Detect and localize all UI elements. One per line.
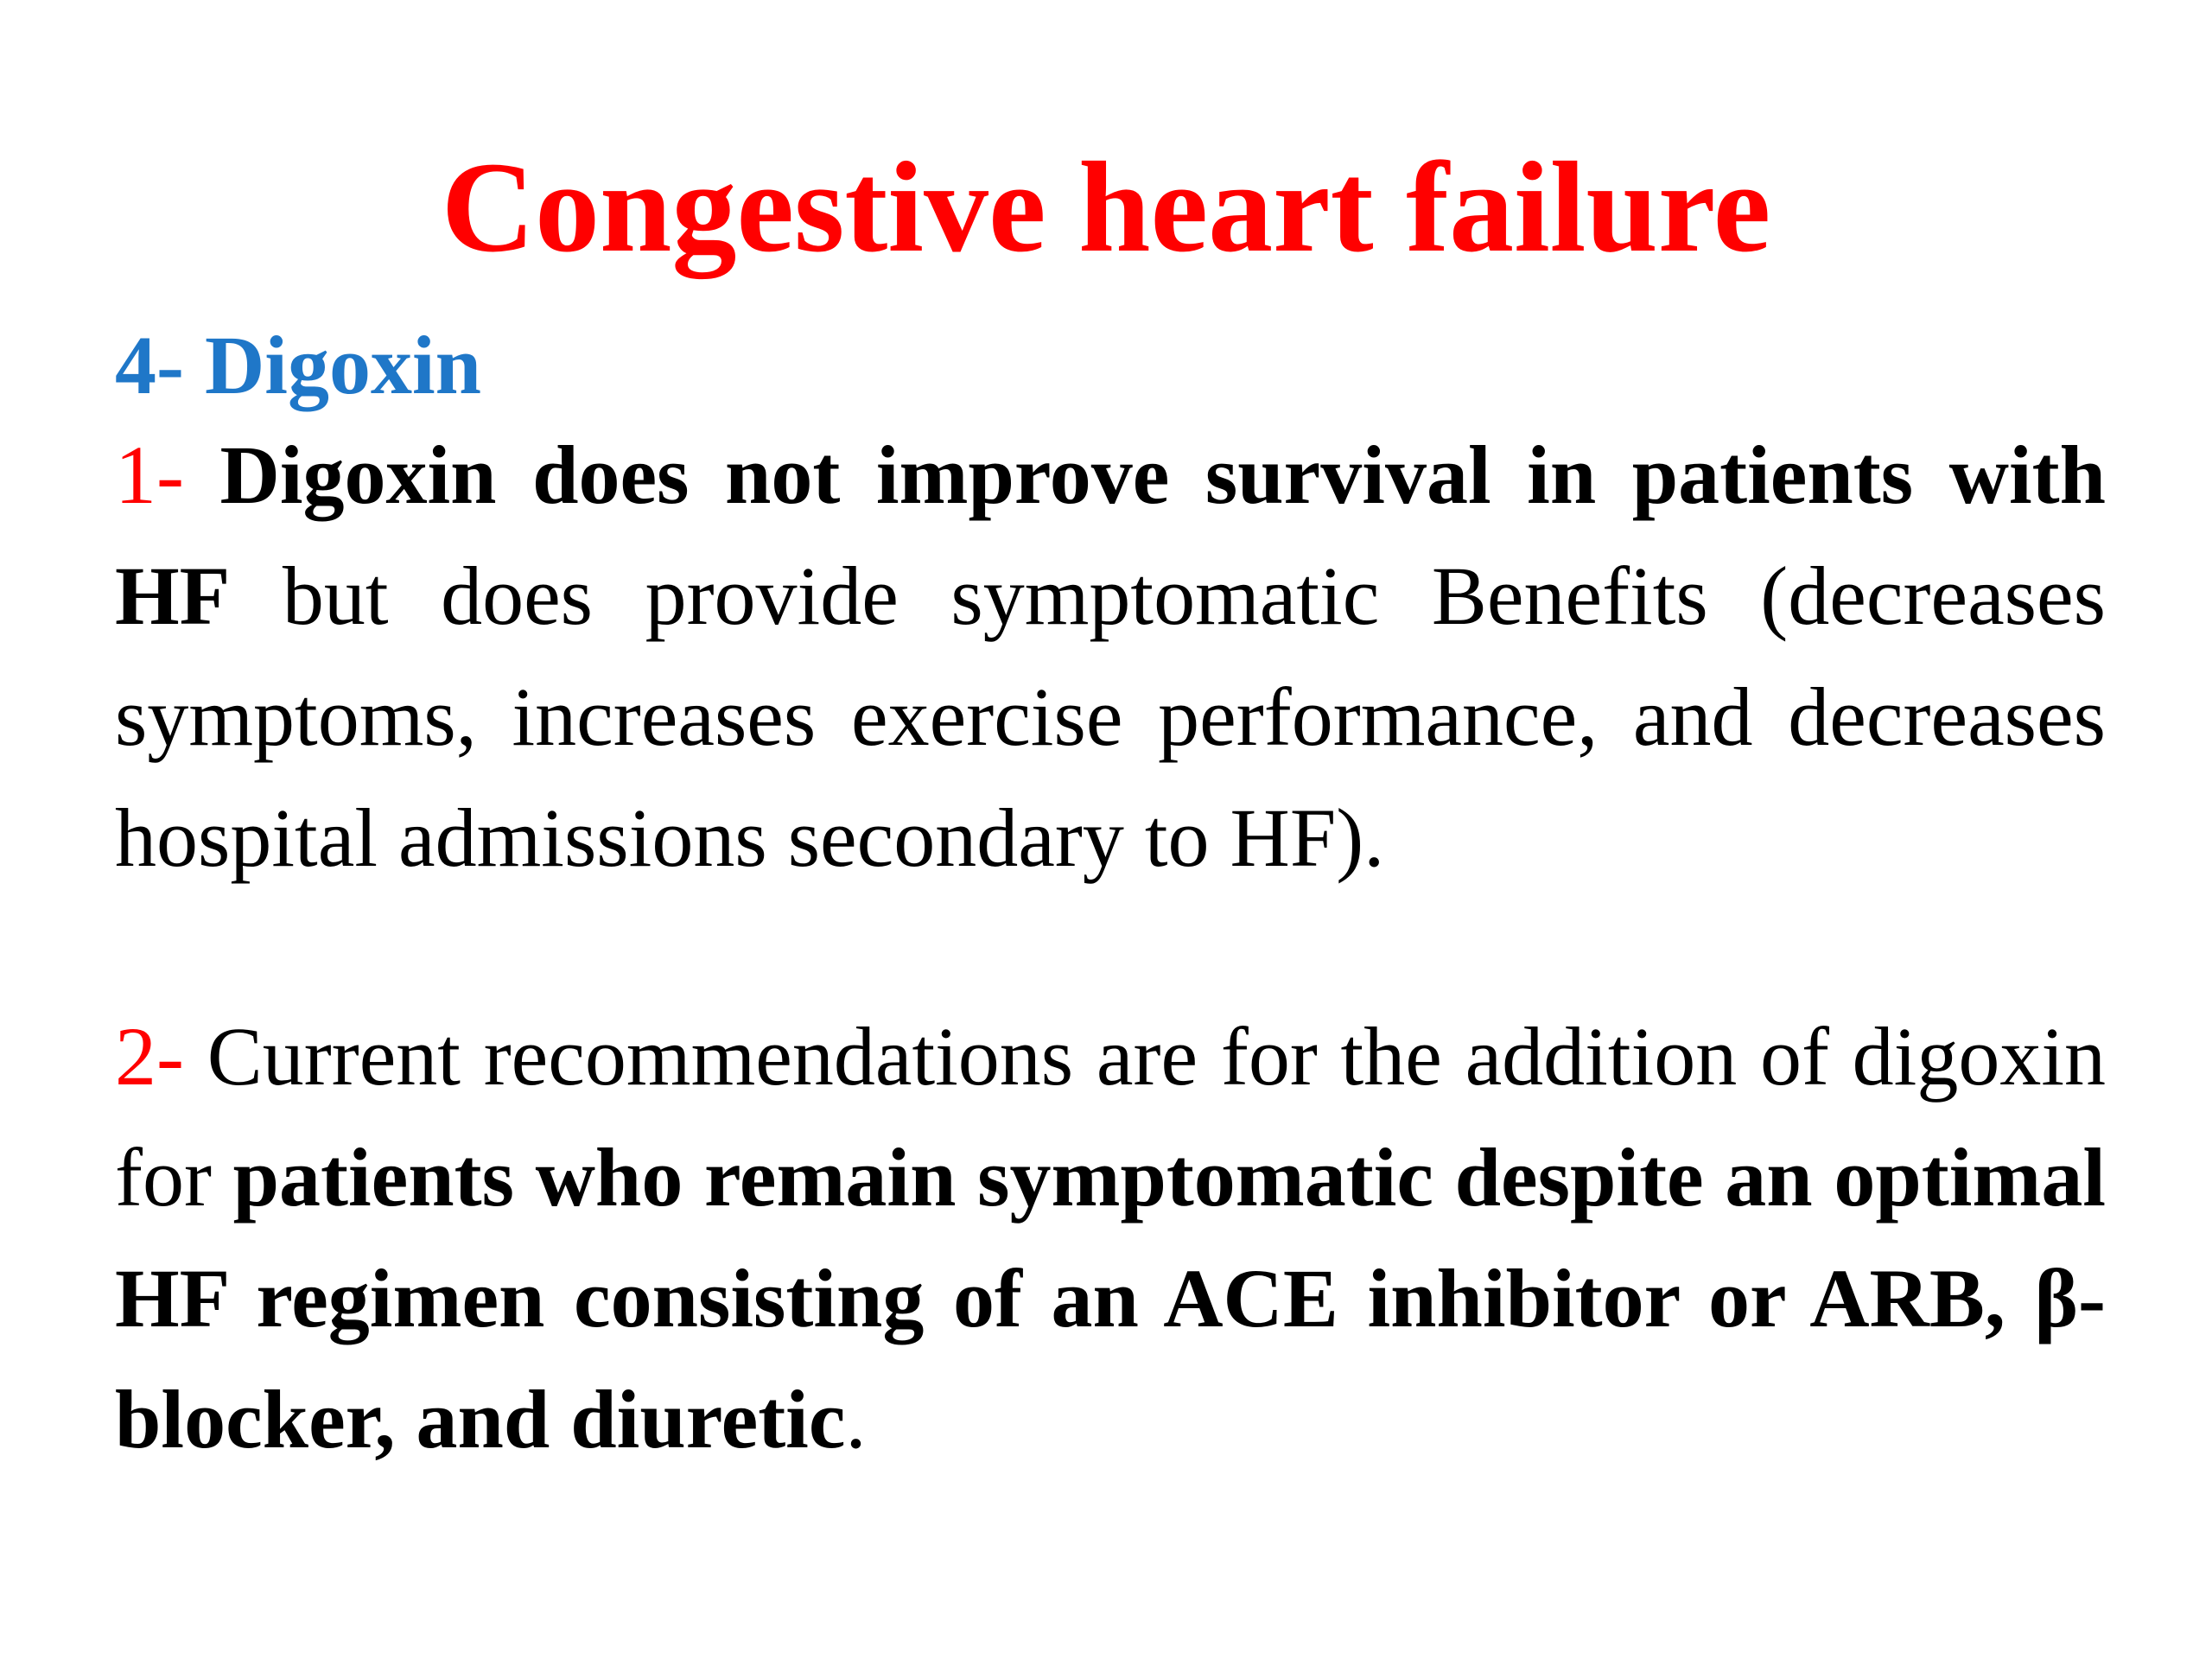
point-1-text: but does provide symptomatic Benefits (decreases symptoms, increases exercise performance, and decreases hospital admissions secondary to HF). <box>115 550 2106 884</box>
point-1-bold-text: Digoxin does not improve survival in patients with HF <box>115 429 2106 642</box>
point-1-number: 1- <box>115 429 184 521</box>
section-heading: 4- Digoxin <box>115 319 482 411</box>
point-2-number: 2- <box>115 1010 184 1103</box>
point-1 <box>115 415 2106 899</box>
point-2-end-punctuation: . <box>845 1373 867 1465</box>
point-2-text: Current recommendations are for the addition of digoxin for <box>115 1010 2107 1224</box>
point-2 <box>115 996 2106 1480</box>
slide-title: Congestive heart failure <box>441 136 1771 279</box>
point-2-bold-text: patients who remain symptomatic despite an optimal HF regimen consisting of an ACE inhibitor or ARB, β-blocker, and diuretic <box>115 1131 2107 1465</box>
